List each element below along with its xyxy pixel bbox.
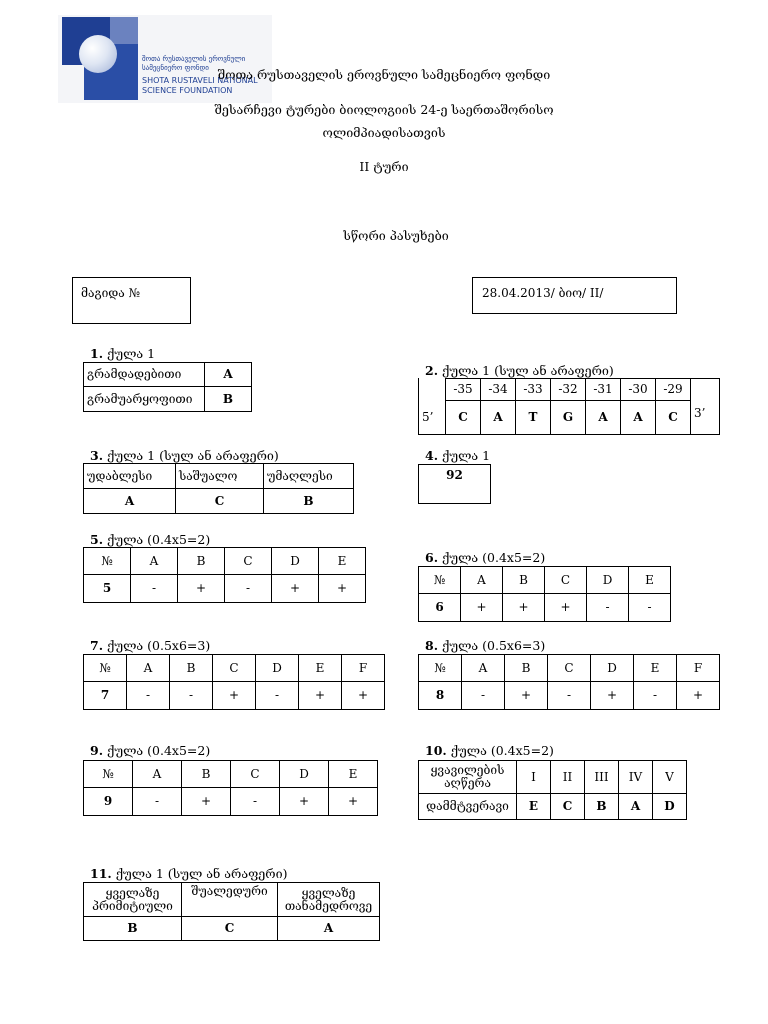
q11-number: 11. [90,866,112,881]
q6-cell: + [545,594,587,622]
q2-base: C [446,401,481,435]
q8-title [425,638,545,653]
logo-en-line2: SCIENCE FOUNDATION [142,86,233,95]
q10-header: III [585,761,619,794]
q2-right-end: 3’ [691,401,720,435]
q5-cell: + [319,575,366,603]
q7-cell: + [342,682,385,710]
q3-table [83,463,354,514]
q7-cell: - [127,682,170,710]
q6-header: C [545,567,587,594]
q2-title [425,363,614,378]
q2-number: 2. [425,363,439,378]
header-line3: ოლიმპიადისათვის [322,125,446,140]
q8-cell: 8 [419,682,462,710]
q9-header: E [329,761,378,788]
q5-header: D [272,548,319,575]
q5-header: E [319,548,366,575]
q7-header: A [127,655,170,682]
q3-answer: B [264,489,354,514]
q10-number: 10. [425,743,447,758]
q3-header: უდაბლესი [84,464,176,489]
q11-header: ყველაზე პრიმიტიული [84,883,182,917]
q2-base: G [551,401,586,435]
q8-cell: + [591,682,634,710]
q11-title [90,866,287,881]
q7-header: C [213,655,256,682]
q8-number: 8. [425,638,439,653]
q2-base: C [656,401,691,435]
q1-title [90,346,155,361]
date-label: 28.04.2013/ ბიო/ II/ [482,286,604,300]
q10-score: ქულა [450,743,487,758]
q6-table [418,566,671,622]
q2-position: -34 [481,379,516,401]
q5-cell: - [225,575,272,603]
q5-header: № [84,548,131,575]
q5-number: 5. [90,532,104,547]
q5-cell: + [272,575,319,603]
q7-score-formula: (0.5x6=3) [147,638,211,653]
q9-cell: + [329,788,378,816]
page-subtitle: სწორი პასუხები [343,228,449,243]
q8-cell: - [548,682,591,710]
q9-header: C [231,761,280,788]
q9-title [90,743,210,758]
q7-title [90,638,210,653]
q11-answer: B [84,917,182,941]
q10-cell: E [517,794,551,820]
q6-score: ქულა [442,550,479,565]
q11-header: შუალედური [182,883,278,917]
q5-table [83,547,366,603]
q4-number: 4. [425,448,439,463]
q9-number: 9. [90,743,104,758]
header-line2: შესარჩევი ტურები ბიოლოგიის 24-ე საერთაშორისო [214,102,554,117]
q9-cell: - [133,788,182,816]
q2-score: ქულა 1 (სულ ან არაფერი) [442,363,614,378]
q7-cell: 7 [84,682,127,710]
date-field [472,277,677,314]
q7-number: 7. [90,638,104,653]
logo-square-icon [110,17,138,44]
q6-header: B [503,567,545,594]
q10-header-label: ყვავილების აღწერა [419,761,517,794]
q2-base: A [586,401,621,435]
q8-score-formula: (0.5x6=3) [482,638,546,653]
q3-header: უმაღლესი [264,464,354,489]
q5-cell: - [131,575,178,603]
q5-cell: 5 [84,575,131,603]
q10-header: II [551,761,585,794]
q3-header: საშუალო [176,464,264,489]
q11-table [83,882,380,941]
q3-answer: C [176,489,264,514]
q11-answer: C [182,917,278,941]
q8-cell: - [634,682,677,710]
q9-cell: + [182,788,231,816]
q6-cell: - [587,594,629,622]
q8-header: B [505,655,548,682]
logo-geo-line2: სამეცნიერო ფონდი [142,64,209,72]
q8-header: F [677,655,720,682]
q3-title [90,448,279,463]
q1-label: გრამდადებითი [84,363,205,387]
q8-cell: - [462,682,505,710]
q9-header: D [280,761,329,788]
q5-header: C [225,548,272,575]
q7-header: № [84,655,127,682]
q6-score-formula: (0.4x5=2) [482,550,546,565]
q9-table [83,760,378,816]
q2-position: -32 [551,379,586,401]
q2-corner [419,379,446,401]
q8-cell: + [505,682,548,710]
q7-cell: + [213,682,256,710]
q10-title [425,743,554,758]
q2-base: T [516,401,551,435]
q8-header: D [591,655,634,682]
q4-title [425,448,490,463]
q2-position: -30 [621,379,656,401]
q2-position: -29 [656,379,691,401]
logo-geo-line1: შოთა რუსთაველის ეროვნული [142,55,246,63]
q5-score-formula: (0.4x5=2) [147,532,211,547]
q10-cell: D [653,794,687,820]
q1-score: ქულა 1 [107,346,156,361]
q4-score: ქულა 1 [442,448,491,463]
q9-score-formula: (0.4x5=2) [147,743,211,758]
q7-cell: - [256,682,299,710]
q1-answer: B [205,387,252,412]
q2-base: A [481,401,516,435]
q11-header: ყველაზე თანამედროვე [278,883,380,917]
header-line4: II ტური [359,159,409,174]
q10-header: IV [619,761,653,794]
q6-cell: + [503,594,545,622]
q7-header: E [299,655,342,682]
q2-position: -31 [586,379,621,401]
q5-score: ქულა [107,532,144,547]
q4-answer: 92 [446,468,463,482]
q1-label: გრამუარყოფითი [84,387,205,412]
q8-header: E [634,655,677,682]
header-line1: შოთა რუსთაველის ეროვნული სამეცნიერო ფონდი [217,67,551,82]
q9-header: A [133,761,182,788]
q9-score: ქულა [107,743,144,758]
q10-cell: B [585,794,619,820]
q1-table [83,362,252,412]
q6-header: № [419,567,461,594]
q8-table [418,654,720,710]
q6-title [425,550,545,565]
q7-cell: + [299,682,342,710]
q11-answer: A [278,917,380,941]
q9-cell: 9 [84,788,133,816]
q7-header: F [342,655,385,682]
q3-answer: A [84,489,176,514]
q6-header: D [587,567,629,594]
q1-number: 1. [90,346,104,361]
q11-score: ქულა 1 (სულ ან არაფერი) [115,866,288,881]
q6-cell: + [461,594,503,622]
q7-header: B [170,655,213,682]
q8-cell: + [677,682,720,710]
table-number-label: მაგიდა № [81,286,140,300]
q6-cell: - [629,594,671,622]
q8-header: A [462,655,505,682]
q8-score: ქულა [442,638,479,653]
q5-cell: + [178,575,225,603]
logo-en-line1: SHOTA RUSTAVELI NATIONAL [142,76,258,85]
q6-number: 6. [425,550,439,565]
q7-cell: - [170,682,213,710]
q10-cell: A [619,794,653,820]
q9-header: № [84,761,133,788]
q9-cell: - [231,788,280,816]
q7-header: D [256,655,299,682]
q10-header: I [517,761,551,794]
q6-cell: 6 [419,594,461,622]
q10-cell: C [551,794,585,820]
q2-position: -35 [446,379,481,401]
q2-left-end: 5’ [419,401,446,435]
q7-table [83,654,385,710]
q5-header: A [131,548,178,575]
q7-score: ქულა [107,638,144,653]
logo-sphere-icon [79,35,117,73]
q6-header: E [629,567,671,594]
q10-row-label: დამმტვერავი [419,794,517,820]
q9-cell: + [280,788,329,816]
q1-answer: A [205,363,252,387]
q2-corner [691,379,720,401]
table-number-field [72,277,191,324]
q8-header: C [548,655,591,682]
q2-base: A [621,401,656,435]
q3-number: 3. [90,448,104,463]
q5-title [90,532,210,547]
q10-table [418,760,687,820]
q2-table [418,378,720,435]
q10-score-formula: (0.4x5=2) [490,743,554,758]
q9-header: B [182,761,231,788]
q3-score: ქულა 1 (სულ ან არაფერი) [107,448,279,463]
q8-header: № [419,655,462,682]
q4-answer-box [418,464,491,504]
q6-header: A [461,567,503,594]
q5-header: B [178,548,225,575]
q10-header: V [653,761,687,794]
q2-position: -33 [516,379,551,401]
